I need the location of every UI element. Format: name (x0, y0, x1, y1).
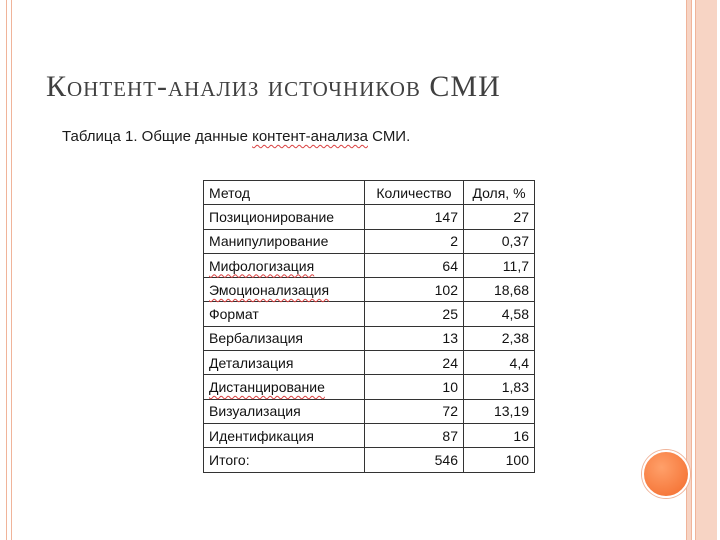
cell-share: 11,7 (464, 253, 535, 277)
cell-method-text: Эмоционализация (209, 281, 330, 298)
cell-method (204, 253, 365, 277)
cell-share: 18,68 (464, 278, 535, 302)
cell-share: 2,38 (464, 326, 535, 350)
cell-method-text: Мифологизация (209, 257, 315, 274)
cell-method-text: Формат (209, 306, 259, 323)
table-row (204, 253, 535, 277)
decorative-circle (642, 450, 690, 498)
cell-method-text: Детализация (209, 354, 294, 371)
cell-share: 4,58 (464, 302, 535, 326)
cell-method (204, 351, 365, 375)
cell-share: 13,19 (464, 399, 535, 423)
table-row (204, 302, 535, 326)
slide-border-right (686, 0, 717, 540)
table-caption (62, 128, 410, 145)
cell-share: 27 (464, 205, 535, 229)
cell-count: 87 (365, 423, 464, 447)
cell-count: 25 (365, 302, 464, 326)
cell-share: 1,83 (464, 375, 535, 399)
cell-method-text: Вербализация (209, 330, 304, 347)
table-row (204, 448, 535, 472)
caption-suffix: СМИ. (367, 128, 411, 145)
cell-share: 4,4 (464, 351, 535, 375)
cell-share: 0,37 (464, 229, 535, 253)
cell-method-text: Манипулирование (209, 233, 329, 250)
cell-method (204, 278, 365, 302)
cell-share: 16 (464, 423, 535, 447)
cell-method (204, 229, 365, 253)
cell-method (204, 423, 365, 447)
cell-method-text: Визуализация (209, 403, 301, 420)
cell-count: 102 (365, 278, 464, 302)
cell-count: 147 (365, 205, 464, 229)
cell-method (204, 326, 365, 350)
slide-title: Контент-анализ источников СМИ (46, 70, 501, 103)
slide-border-stripe (691, 0, 696, 540)
cell-count: 72 (365, 399, 464, 423)
table-row (204, 399, 535, 423)
cell-count: 10 (365, 375, 464, 399)
table-row (204, 229, 535, 253)
caption-underlined-word: контент-анализа (252, 128, 368, 145)
caption-prefix: Таблица 1. Общие данные (62, 128, 253, 145)
cell-method-text: Позиционирование (209, 208, 335, 225)
table-row (204, 326, 535, 350)
cell-method-text: Дистанцирование (209, 379, 325, 396)
cell-method-text: Идентификация (209, 427, 314, 444)
header-method: Метод (204, 181, 365, 205)
table-row (204, 375, 535, 399)
cell-count: 546 (365, 448, 464, 472)
cell-method (204, 302, 365, 326)
cell-count: 13 (365, 326, 464, 350)
cell-count: 64 (365, 253, 464, 277)
cell-count: 2 (365, 229, 464, 253)
slide-border-left (6, 0, 12, 540)
data-table (203, 180, 535, 473)
table-row (204, 278, 535, 302)
header-share: Доля, % (464, 181, 535, 205)
table-header-row (204, 181, 535, 205)
cell-method (204, 399, 365, 423)
table-row (204, 351, 535, 375)
cell-method (204, 375, 365, 399)
cell-method-text: Итого: (209, 451, 250, 468)
header-count: Количество (365, 181, 464, 205)
cell-method (204, 448, 365, 472)
cell-method (204, 205, 365, 229)
table-row (204, 205, 535, 229)
cell-share: 100 (464, 448, 535, 472)
table-row (204, 423, 535, 447)
cell-count: 24 (365, 351, 464, 375)
